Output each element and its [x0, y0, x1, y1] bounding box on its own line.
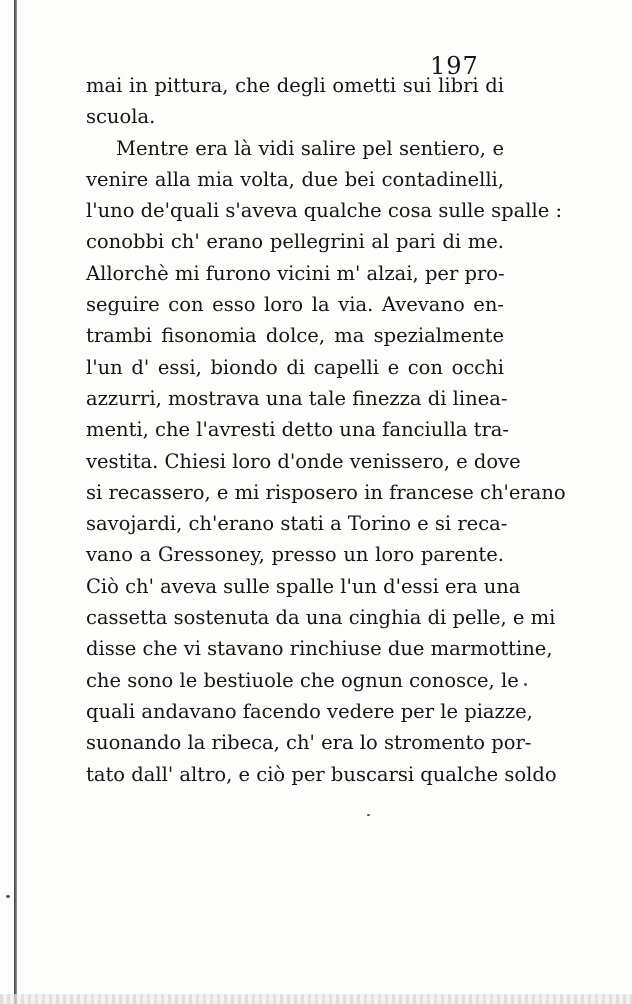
text-line: vano a Gressoney, presso un loro parente.: [86, 543, 504, 567]
text-line: Allorchè mi furono vicini m' alzai, per pro-: [86, 261, 505, 285]
text-line: Ciò ch' aveva sulle spalle l'un d'essi era una: [86, 574, 521, 598]
text-line: azzurri, mostrava una tale finezza di linea-: [86, 386, 508, 410]
text-line: si recassero, e mi risposero in francese ch'erano: [86, 480, 566, 504]
text-line: suonando la ribeca, ch' era lo stromento por-: [86, 731, 532, 755]
text-line: quali andavano facendo vedere per le piazze,: [86, 699, 533, 723]
text-line: mai in pittura, che degli ometti sui libri di: [86, 74, 504, 97]
text-line: cassetta sostenuta da una cinghia di pelle, e mi: [86, 606, 556, 630]
text-line: savojardi, ch'erano stati a Torino e si reca-: [86, 512, 508, 536]
text-line: conobbi ch' erano pellegrini al pari di me.: [86, 230, 504, 254]
text-line: tato dall' altro, e ciò per buscarsi qualche soldo: [86, 762, 557, 786]
body-text: [86, 70, 566, 790]
text-line: menti, che l'avresti detto una fanciulla tra-: [86, 418, 510, 442]
page-bottom-edge: [0, 994, 632, 1004]
print-speck: [367, 814, 370, 816]
text-line: l'un d' essi, biondo di capelli e con occhi: [86, 355, 504, 379]
text-line: vestita. Chiesi loro d'onde venissero, e dove: [86, 449, 521, 473]
page-number: 197: [430, 52, 479, 80]
text-line: scuola.: [86, 105, 156, 129]
text-line: seguire con esso loro la via. Avevano en-: [86, 293, 504, 317]
text-line: venire alla mia volta, due bei contadinelli,: [86, 167, 504, 191]
print-speck: [524, 683, 527, 686]
text-line: l'uno de'quali s'aveva qualche cosa sulle spalle :: [86, 199, 563, 223]
text-line: che sono le bestiuole che ognun conosce, le: [86, 668, 519, 692]
text-line: trambi fisonomia dolce, ma spezialmente: [86, 324, 504, 348]
text-line: disse che vi stavano rinchiuse due marmottine,: [86, 637, 553, 661]
text-line: Mentre era là vidi salire pel sentiero, e: [116, 136, 504, 160]
print-speck: [6, 895, 10, 898]
page-binding-edge: [14, 0, 17, 1004]
